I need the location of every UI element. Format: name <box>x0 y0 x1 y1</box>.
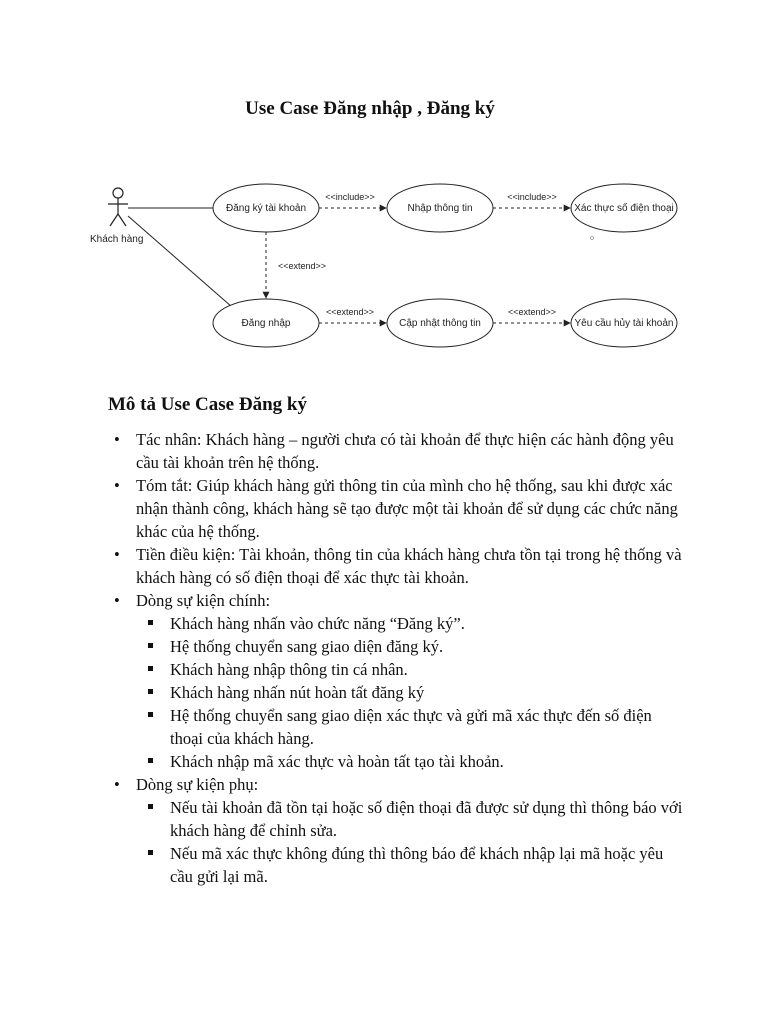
association-login <box>128 216 232 307</box>
main-flow-step: Khách nhập mã xác thực và hoàn tất tạo tài khoản. <box>136 750 688 773</box>
bullet-actor: • Tác nhân: Khách hàng – người chưa có tài khoản để thực hiện các hành động yêu cầu tài khoản trên hệ thống. <box>108 428 688 474</box>
page-title: Use Case Đăng nhập , Đăng ký <box>245 98 495 119</box>
alt-flow-step: Nếu tài khoản đã tồn tại hoặc số điện thoại đã được sử dụng thì thông báo với khách hàng để chỉnh sửa. <box>136 796 688 842</box>
main-flow-list <box>136 612 688 773</box>
main-flow-step: Hệ thống chuyển sang giao diện đăng ký. <box>136 635 688 658</box>
use-case-delete-request-label: Yêu cầu hủy tài khoản <box>574 318 674 329</box>
use-case-login-label: Đăng nhập <box>241 318 291 329</box>
use-case-diagram <box>0 170 768 360</box>
alt-flow-step: Nếu mã xác thực không đúng thì thông báo để khách nhập lại mã hoặc yêu cầu gửi lại mã. <box>136 842 688 888</box>
bullet-summary: • Tóm tắt: Giúp khách hàng gửi thông tin của mình cho hệ thống, sau khi được xác nhận thành công, khách hàng sẽ tạo được một tài khoản để sử dụng các chức năng khác của hệ thống. <box>108 474 688 543</box>
small-circle-mark <box>591 237 594 240</box>
bullet-alt-flow <box>108 773 688 888</box>
main-flow-step: Hệ thống chuyển sang giao diện xác thực và gửi mã xác thực đến số điện thoại của khách hàng. <box>136 704 688 750</box>
include-label-2: <<include>> <box>507 192 557 202</box>
extend-label-2: <<extend>> <box>325 307 375 317</box>
use-case-update-info-label: Cập nhật thông tin <box>399 318 481 329</box>
use-case-verify-phone-label: Xác thực số điện thoại <box>574 203 674 214</box>
alt-flow-list <box>136 796 688 888</box>
bullet-precondition: • Tiền điều kiện: Tài khoản, thông tin của khách hàng chưa tồn tại trong hệ thống và khách hàng có số điện thoại để xác thực tài khoản. <box>108 543 688 589</box>
main-flow-step: Khách hàng nhấn vào chức năng “Đăng ký”. <box>136 612 688 635</box>
main-flow-label: Dòng sự kiện chính: <box>136 591 271 610</box>
description-list <box>108 428 688 888</box>
section-title: Mô tả Use Case Đăng ký <box>108 394 307 415</box>
main-flow-step: Khách hàng nhập thông tin cá nhân. <box>136 658 688 681</box>
alt-flow-label: Dòng sự kiện phụ: <box>136 775 259 794</box>
extend-label-1: <<extend>> <box>277 261 327 271</box>
use-case-enter-info-label: Nhập thông tin <box>407 203 473 214</box>
description-body <box>108 428 688 888</box>
extend-label-3: <<extend>> <box>507 307 557 317</box>
actor-label: Khách hàng <box>90 234 144 245</box>
bullet-main-flow <box>108 589 688 773</box>
include-label-1: <<include>> <box>325 192 375 202</box>
use-case-register-label: Đăng ký tài khoản <box>225 203 307 214</box>
actor-figure <box>108 188 128 226</box>
main-flow-step: Khách hàng nhấn nút hoàn tất đăng ký <box>136 681 688 704</box>
